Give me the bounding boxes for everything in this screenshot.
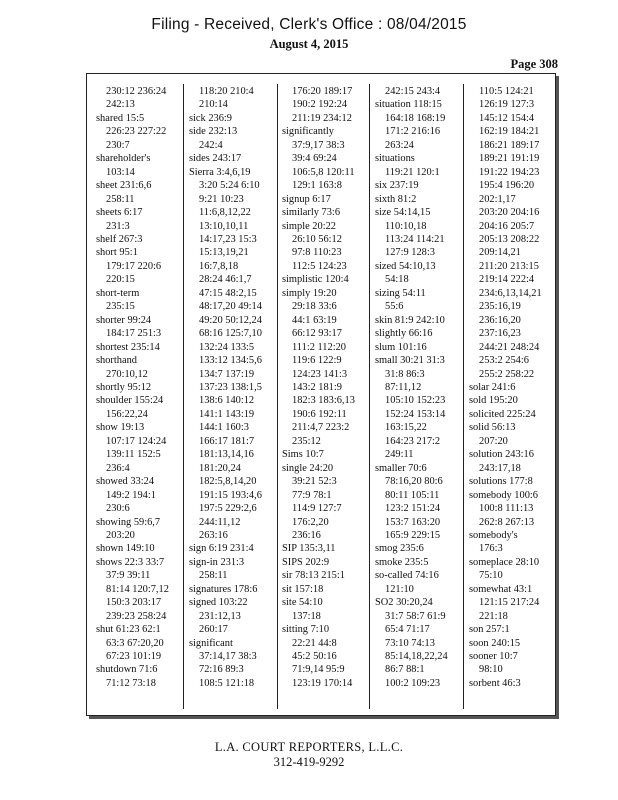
index-page-refs: 113:24 114:21 [385,233,445,245]
index-term: sit 157:18 [282,583,324,595]
index-page-refs: 80:11 105:11 [385,489,440,501]
index-term: simply 19:20 [282,287,337,299]
index-page-refs: 144:1 160:3 [199,422,249,434]
index-page-refs: 13:10,10,11 [199,220,249,232]
index-page-refs: 48:17,20 49:14 [199,301,262,313]
index-page-refs: 230:12 236:24 [106,86,167,97]
index-page-refs: 139:11 152:5 [106,449,161,461]
index-term: shorthand [96,355,137,367]
index-page-refs: 165:9 229:15 [385,529,441,541]
index-term: significant [189,637,233,649]
index-term: sixth 81:2 [375,193,417,205]
index-page-refs: 14:17,23 15:3 [199,233,257,245]
index-term: shelf 267:3 [96,233,143,245]
index-page-refs: 181:13,14,16 [199,449,254,461]
index-page-refs: 230:7 [106,139,130,151]
index-term: SIPS 202:9 [282,556,330,568]
index-term: size 54:14,15 [375,207,431,219]
index-page-refs: 195:4 196:20 [479,180,535,192]
index-page-refs: 87:11,12 [385,381,422,393]
index-page-refs: 98:10 [479,664,503,676]
index-term: shut 61:23 62:1 [96,624,161,636]
index-term: shutdown 71:6 [96,664,158,676]
index-term: shortest 235:14 [96,341,160,353]
index-page-refs: 78:16,20 80:6 [385,476,443,488]
index-page-refs: 184:17 251:3 [106,328,162,340]
index-page-refs: 55:6 [385,301,404,313]
index-page-refs: 100:2 109:23 [385,677,441,689]
index-page-refs: 22:21 44:8 [292,637,337,649]
index-term: smog 235:6 [375,543,424,555]
index-term: sooner 10:7 [469,651,518,663]
index-term: short 95:1 [96,247,138,259]
footer-company: L.A. COURT REPORTERS, L.L.C. [214,740,404,754]
index-page-refs: 123:19 170:14 [292,677,353,689]
index-term: solutions 177:8 [469,476,533,488]
index-term: sheet 231:6,6 [96,180,152,192]
index-page-refs: 231:3 [106,220,130,232]
index-page-refs: 123:2 151:24 [385,503,441,515]
index-term: solution 243:16 [469,449,534,461]
index-page-refs: 231:12,13 [199,610,241,622]
index-page-refs: 97:8 110:23 [292,247,342,259]
index-page-refs: 189:21 191:19 [479,153,540,165]
index-page-refs: 65:4 71:17 [385,624,430,636]
index-page-refs: 236:16,20 [479,314,521,326]
index-term: son 257:1 [469,624,510,636]
index-page-refs: 66:12 93:17 [292,328,342,340]
index-term: sized 54:10,13 [375,260,436,272]
index-term: sold 195:20 [469,395,518,407]
index-term: sick 236:9 [189,112,233,124]
index-term: signed 103:22 [189,597,248,609]
index-page-refs: 221:18 [479,610,508,622]
index-page-refs: 220:15 [106,274,135,286]
index-term: SO2 30:20,24 [375,597,433,609]
index-page-refs: 191:22 194:23 [479,166,540,178]
index-term: signup 6:17 [282,193,331,205]
index-page-refs: 260:17 [199,624,228,636]
index-page-refs: 237:16,23 [479,328,521,340]
index-term: signatures 178:6 [189,583,258,595]
index-term: shown 149:10 [96,543,155,555]
index-term: shoulder 155:24 [96,395,164,407]
index-term: slightly 66:16 [375,328,433,340]
index-term: shortly 95:12 [96,381,152,393]
index-page-refs: 244:21 248:24 [479,341,540,353]
index-page-refs: 37:9 39:11 [106,570,151,582]
index-page-refs: 72:16 89:3 [199,664,244,676]
index-page-refs: 126:19 127:3 [479,99,535,111]
index-column-3 [282,85,370,715]
index-page-refs: 182:3 183:6,13 [292,395,355,407]
index-page-refs: 71:12 73:18 [106,677,156,689]
index-page-refs: 209:14,21 [479,247,521,259]
index-term: sign 6:19 231:4 [189,543,254,555]
index-term: sir 78:13 215:1 [282,570,345,582]
index-page-refs: 118:20 210:4 [199,86,254,97]
index-page-refs: 121:15 217:24 [479,597,540,609]
index-page-refs: 219:14 222:4 [479,274,535,286]
index-page-refs: 242:4 [199,139,223,151]
index-term: solid 56:13 [469,422,516,434]
index-term: shows 22:3 33:7 [96,556,165,568]
index-page-refs: 191:15 193:4,6 [199,489,262,501]
index-page-refs: 145:12 154:4 [479,112,535,124]
index-page-refs: 235:15 [106,301,135,313]
index-page-refs: 137:23 138:1,5 [199,381,262,393]
index-page-refs: 176:2,20 [292,516,329,528]
index-page-refs: 239:23 258:24 [106,610,167,622]
index-term: simplistic 120:4 [282,274,349,286]
index-page-refs: 31:8 86:3 [385,368,425,380]
index-page-refs: 137:18 [292,610,321,622]
index-page-refs: 244:11,12 [199,516,241,528]
index-term: sides 243:17 [189,153,242,165]
index-page-refs: 105:10 152:23 [385,395,446,407]
index-term: SIP 135:3,11 [282,543,336,555]
index-page-refs: 211:19 234:12 [292,112,352,124]
index-term: shareholder's [96,153,151,165]
index-page-refs: 37:9,17 38:3 [292,139,345,151]
index-page-refs: 211:4,7 223:2 [292,422,350,434]
index-term: significantly [282,126,334,138]
index-page-refs: 253:2 254:6 [479,355,529,367]
index-page-refs: 202:1,17 [479,193,516,205]
index-term: sitting 7:10 [282,624,330,636]
index-page-refs: 234:6,13,14,21 [479,287,542,299]
index-page-refs: 119:21 120:1 [385,166,440,178]
index-term: smoke 235:5 [375,556,429,568]
index-page-refs: 141:1 143:19 [199,408,255,420]
index-page-refs: 129:1 163:8 [292,180,342,192]
index-term: somebody's [469,529,518,541]
index-page-refs: 44:1 63:19 [292,314,337,326]
index-page-refs: 203:20 204:16 [479,207,540,219]
index-page-refs: 110:5 124:21 [479,86,534,97]
index-page-refs: 182:5,8,14,20 [199,476,257,488]
index-term: solar 241:6 [469,381,516,393]
index-page-refs: 171:2 216:16 [385,126,441,138]
index-term: show 19:13 [96,422,145,434]
index-term: situations [375,153,415,165]
index-page-refs: 39:4 69:24 [292,153,337,165]
index-term: shared 15:5 [96,112,145,124]
index-term: showed 33:24 [96,476,155,488]
index-page-refs: 176:3 [479,543,503,555]
index-term: six 237:19 [375,180,419,192]
index-page-refs: 133:12 134:5,6 [199,355,262,367]
index-page-refs: 242:13 [106,99,135,111]
index-page-refs: 68:16 125:7,10 [199,328,262,340]
index-page-refs: 11:6,8,12,22 [199,207,251,219]
index-page-refs: 119:6 122:9 [292,355,342,367]
index-page-refs: 28:24 46:1,7 [199,274,252,286]
index-page-refs: 16:7,8,18 [199,260,239,272]
index-term: simple 20:22 [282,220,336,232]
index-page-refs: 121:10 [385,583,414,595]
index-page-refs: 166:17 181:7 [199,435,255,447]
index-page-refs: 230:6 [106,503,130,515]
index-term: single 24:20 [282,462,334,474]
column-separator [463,84,464,709]
index-page-refs: 37:14,17 38:3 [199,651,257,663]
index-page-refs: 112:5 124:23 [292,260,347,272]
index-page-refs: 143:2 181:9 [292,381,342,393]
index-page-refs: 103:14 [106,166,135,178]
index-page-refs: 203:20 [106,529,135,541]
index-term: situation 118:15 [375,99,442,111]
index-page-refs: 181:20,24 [199,462,241,474]
index-term: short-term [96,287,140,299]
index-page-refs: 108:5 121:18 [199,677,255,689]
index-page-refs: 162:19 184:21 [479,126,540,138]
index-page-refs: 15:13,19,21 [199,247,249,259]
index-term: so-called 74:16 [375,570,439,582]
index-page-refs: 114:9 127:7 [292,503,342,515]
index-column-4 [375,85,463,715]
index-page-refs: 47:15 48:2,15 [199,287,257,299]
index-page-refs: 263:16 [199,529,228,541]
index-page-refs: 127:9 128:3 [385,247,435,259]
index-page-refs: 249:11 [385,449,414,461]
index-page-refs: 134:7 137:19 [199,368,255,380]
index-page-refs: 190:2 192:24 [292,99,348,111]
index-term: sorbent 46:3 [469,677,521,689]
index-page-refs: 211:20 213:15 [479,260,539,272]
index-term: slum 101:16 [375,341,427,353]
index-column-2 [189,85,277,715]
index-page-refs: 176:20 189:17 [292,86,353,97]
index-term: somewhat 43:1 [469,583,533,595]
index-page-refs: 258:11 [106,193,135,205]
index-page-refs: 270:10,12 [106,368,148,380]
index-page-refs: 73:10 74:13 [385,637,435,649]
index-page-refs: 210:14 [199,99,228,111]
index-page-refs: 186:21 189:17 [479,139,540,151]
index-term: solicited 225:24 [469,408,536,420]
index-term: sheets 6:17 [96,207,143,219]
index-page-refs: 106:5,8 120:11 [292,166,355,178]
index-page-refs: 54:18 [385,274,409,286]
index-page-refs: 63:3 67:20,20 [106,637,164,649]
index-page-refs: 31:7 58:7 61:9 [385,610,446,622]
index-term: sizing 54:11 [375,287,426,299]
index-term: skin 81:9 242:10 [375,314,445,326]
index-column-1 [96,85,184,715]
index-page-refs: 164:23 217:2 [385,435,441,447]
index-page-refs: 107:17 124:24 [106,435,167,447]
index-page-refs: 242:15 243:4 [385,86,441,97]
index-page-refs: 163:15,22 [385,422,427,434]
index-page-refs: 204:16 205:7 [479,220,535,232]
index-page-refs: 197:5 229:2,6 [199,503,257,515]
index-page-refs: 138:6 140:12 [199,395,255,407]
index-page-refs: 39:21 52:3 [292,476,337,488]
index-term: somebody 100:6 [469,489,538,501]
index-page-refs: 190:6 192:11 [292,408,347,420]
index-page-refs: 81:14 120:7,12 [106,583,169,595]
index-term: Sierra 3:4,6,19 [189,166,251,178]
index-page-refs: 150:3 203:17 [106,597,162,609]
index-term: sign-in 231:3 [189,556,245,568]
index-term: someplace 28:10 [469,556,540,568]
index-term: soon 240:15 [469,637,521,649]
index-page-refs: 45:2 50:16 [292,651,337,663]
index-page-refs: 26:10 56:12 [292,233,342,245]
index-page-refs: 243:17,18 [479,462,521,474]
index-term: side 232:13 [189,126,238,138]
index-page-refs: 67:23 101:19 [106,651,162,663]
index-term: showing 59:6,7 [96,516,161,528]
index-page-refs: 258:11 [199,570,228,582]
index-page-refs: 85:14,18,22,24 [385,651,448,663]
index-page-refs: 86:7 88:1 [385,664,425,676]
index-page-refs: 49:20 50:12,24 [199,314,262,326]
document-date: August 4, 2015 [269,37,349,51]
index-page-refs: 124:23 141:3 [292,368,348,380]
index-term: shorter 99:24 [96,314,152,326]
index-page-refs: 153:7 163:20 [385,516,441,528]
index-page-refs: 263:24 [385,139,414,151]
index-page-refs: 255:2 258:22 [479,368,535,380]
index-page-refs: 207:20 [479,435,508,447]
index-term: site 54:10 [282,597,323,609]
index-page-refs: 179:17 220:6 [106,260,162,272]
page-number: Page 308 [510,57,558,71]
clerk-filing-stamp: Filing - Received, Clerk's Office : 08/04/2015 [151,16,467,33]
index-term: smaller 70:6 [375,462,427,474]
index-page-refs: 164:18 168:19 [385,112,446,124]
index-page-refs: 262:8 267:13 [479,516,535,528]
index-term: similarly 73:6 [282,207,341,219]
index-page-refs: 235:16,19 [479,301,521,313]
index-page-refs: 152:24 153:14 [385,408,446,420]
index-term: small 30:21 31:3 [375,355,445,367]
footer-phone: 312-419-9292 [273,755,345,769]
index-page-refs: 111:2 112:20 [292,341,346,353]
column-separator [277,84,278,709]
index-page-refs: 235:12 [292,435,321,447]
index-page-refs: 29:18 33:6 [292,301,337,313]
index-page-refs: 100:8 111:13 [479,503,534,515]
index-page-refs: 9:21 10:23 [199,193,244,205]
index-term: Sims 10:7 [282,449,324,461]
index-page-refs: 132:24 133:5 [199,341,255,353]
index-column-5 [469,85,557,715]
index-page-refs: 71:9,14 95:9 [292,664,345,676]
index-page-refs: 205:13 208:22 [479,233,540,245]
index-page-refs: 3:20 5:24 6:10 [199,180,260,192]
index-page-refs: 77:9 78:1 [292,489,332,501]
index-page-refs: 110:10,18 [385,220,427,232]
index-page-refs: 226:23 227:22 [106,126,167,138]
index-page-refs: 236:16 [292,529,321,541]
index-page-refs: 75:10 [479,570,503,582]
index-page-refs: 156:22,24 [106,408,148,420]
index-page-refs: 149:2 194:1 [106,489,156,501]
index-page-refs: 236:4 [106,462,130,474]
